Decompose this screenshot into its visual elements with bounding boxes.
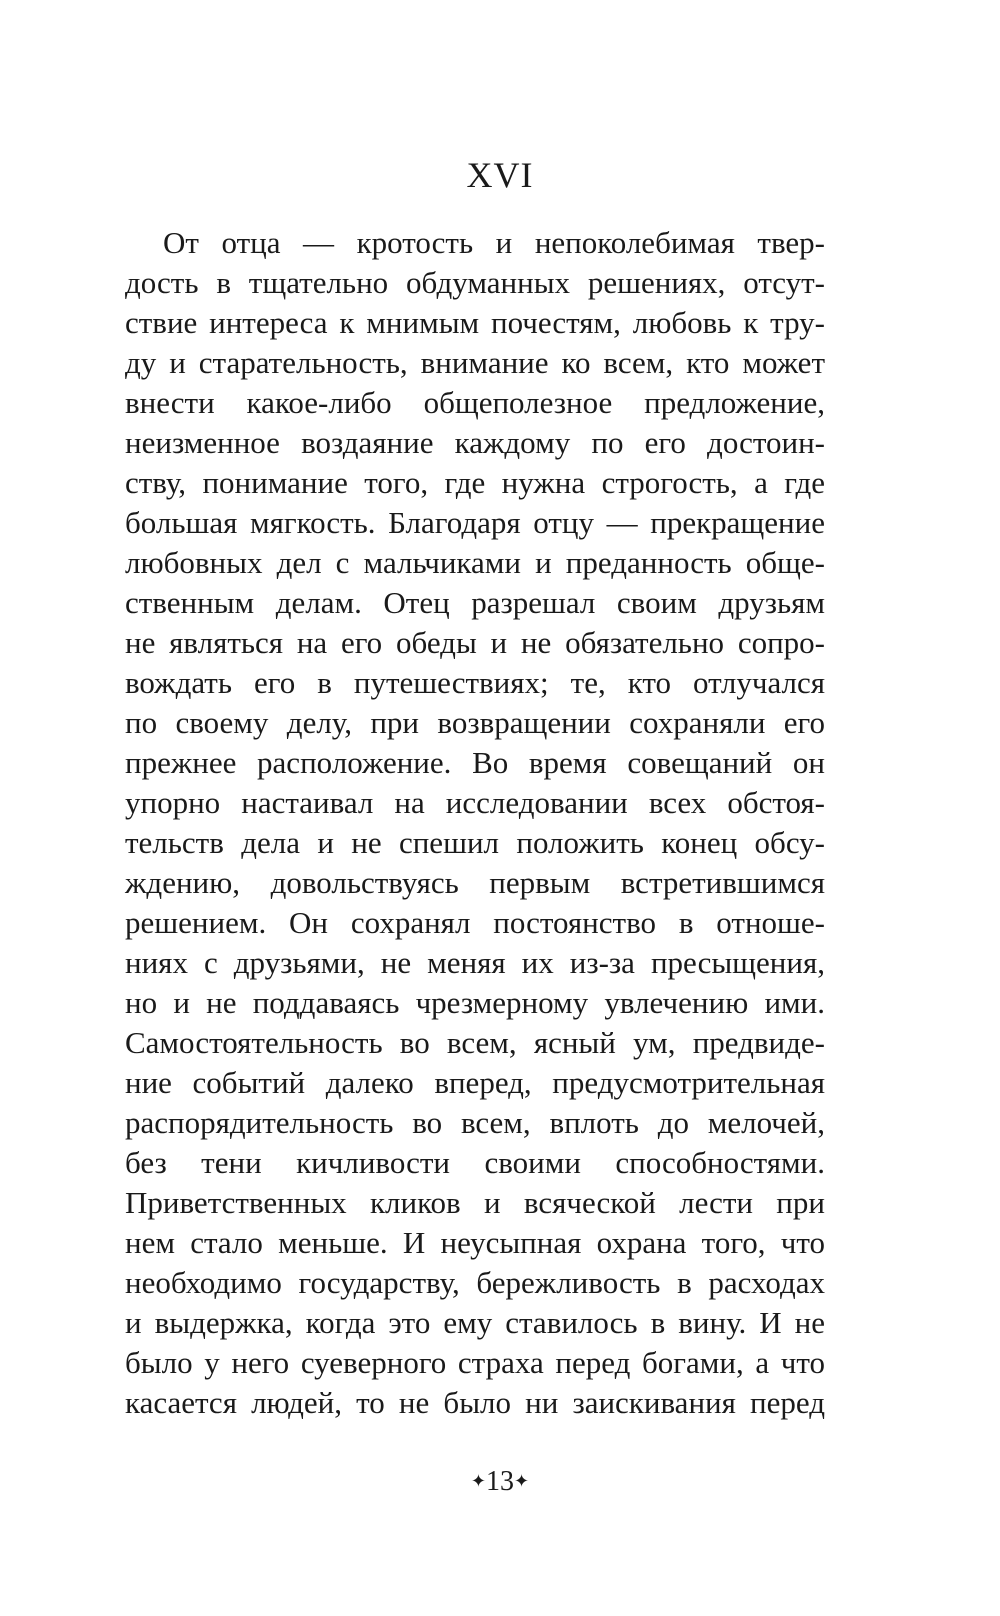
text-line: ду и старательность, внимание ко всем, кто может <box>125 345 825 380</box>
text-line: упорно настаивал на исследовании всех обстоя- <box>125 785 825 820</box>
text-line: решением. Он сохранял постоянство в отноше- <box>125 905 825 940</box>
text-line: Приветственных кликов и всяческой лести при <box>125 1185 825 1220</box>
star-ornament-icon: ✦ <box>514 1471 530 1491</box>
text-line: ниях с друзьями, не меняя их из-за пресыщения, <box>125 945 825 980</box>
page-number: 13 <box>486 1466 514 1497</box>
text-line: касается людей, то не было ни заискивания перед <box>125 1385 825 1420</box>
text-line: внести какое-либо общеполезное предложение, <box>125 385 825 420</box>
text-line: ние событий далеко вперед, предусмотрительная <box>125 1065 825 1100</box>
text-line: ждению, довольствуясь первым встретившимся <box>125 865 825 900</box>
text-line: Самостоятельность во всем, ясный ум, предвиде- <box>125 1025 825 1060</box>
text-line: ствие интереса к мнимым почестям, любовь к тру- <box>125 305 825 340</box>
text-line: вождать его в путешествиях; те, кто отлучался <box>125 665 825 700</box>
text-line: было у него суеверного страха перед богами, а что <box>125 1345 825 1380</box>
text-line: тельств дела и не спешил положить конец обсу- <box>125 825 825 860</box>
text-line: ственным делам. Отец разрешал своим друзьям <box>125 585 825 620</box>
text-line: но и не поддаваясь чрезмерному увлечению ими. <box>125 985 825 1020</box>
text-line: распорядительность во всем, вплоть до мелочей, <box>125 1105 825 1140</box>
body-text <box>125 223 825 1423</box>
text-line: любовных дел с мальчиками и преданность обще- <box>125 545 825 580</box>
page-number-footer <box>0 1463 1000 1500</box>
star-ornament-icon: ✦ <box>470 1471 486 1491</box>
text-line: нем стало меньше. И неусыпная охрана того, что <box>125 1225 825 1260</box>
chapter-heading: XVI <box>466 155 534 195</box>
text-line: большая мягкость. Благодаря отцу — прекращение <box>125 505 825 540</box>
text-line: без тени кичливости своими способностями. <box>125 1145 825 1180</box>
text-line: по своему делу, при возвращении сохраняли его <box>125 705 825 740</box>
text-line: неизменное воздаяние каждому по его достоин- <box>125 425 825 460</box>
text-line: прежнее расположение. Во время совещаний он <box>125 745 825 780</box>
text-line: не являться на его обеды и не обязательно сопро- <box>125 625 825 660</box>
text-line: и выдержка, когда это ему ставилось в вину. И не <box>125 1305 825 1340</box>
text-line: необходимо государству, бережливость в расходах <box>125 1265 825 1300</box>
text-line: дость в тщательно обдуманных решениях, отсут- <box>125 265 825 300</box>
text-line: ству, понимание того, где нужна строгость, а где <box>125 465 825 500</box>
text-line: От отца — кротость и непоколебимая твер- <box>163 225 825 260</box>
